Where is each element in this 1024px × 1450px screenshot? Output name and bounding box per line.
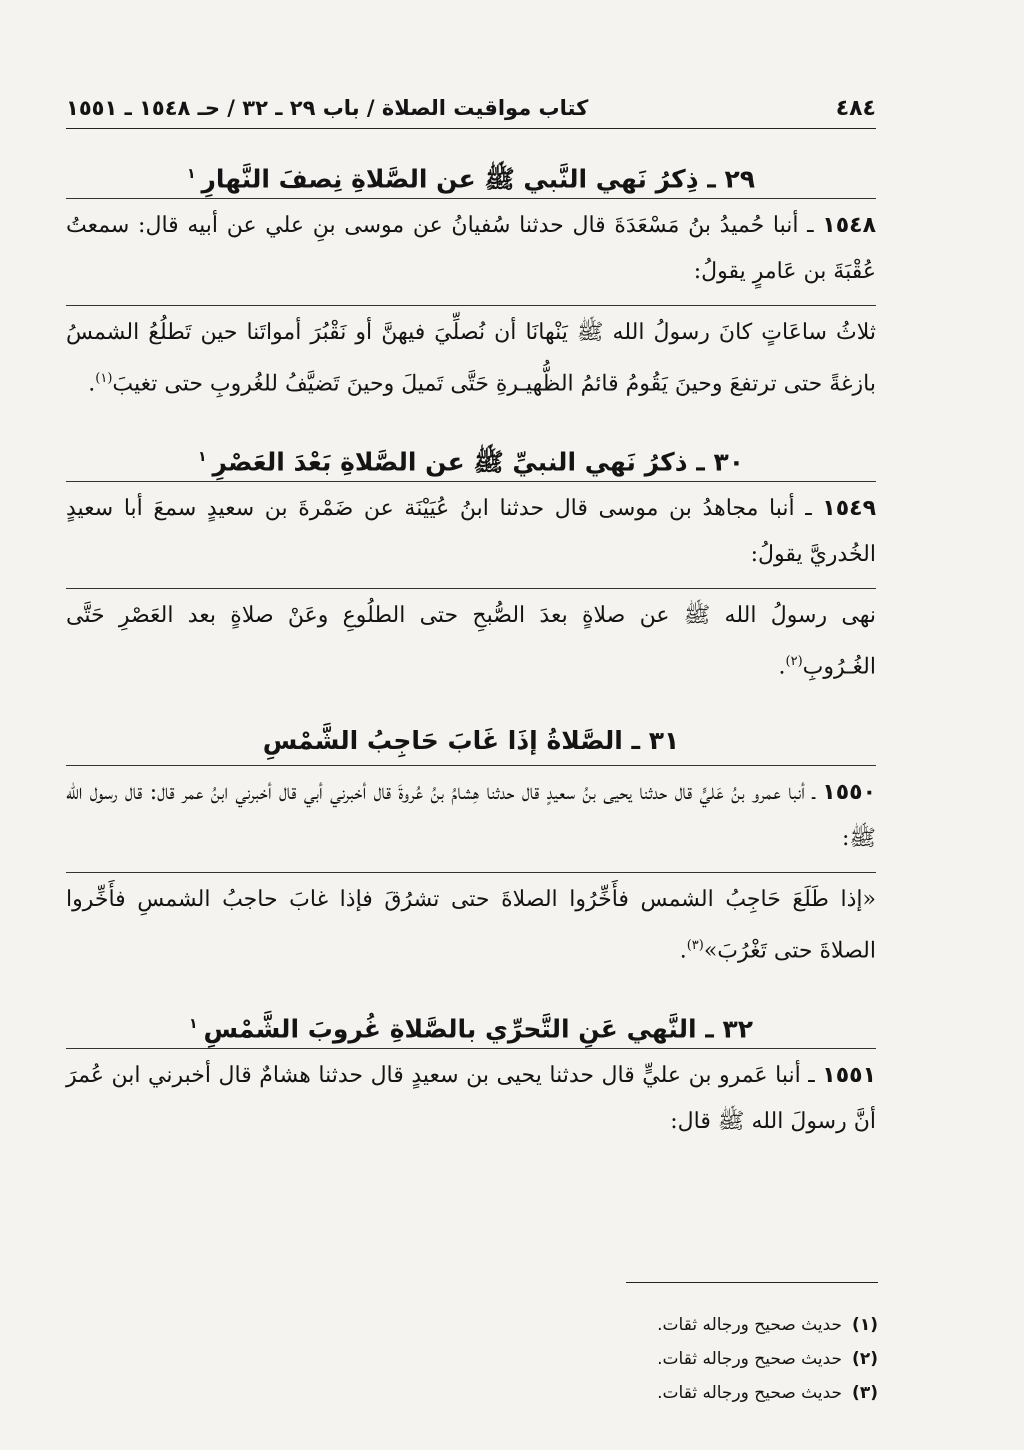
matn-text: نهى رسولُ الله ﷺ عن صلاةٍ بعدَ الصُّبحِ حتى الطلُوعِ وعَنْ صلاةٍ بعد العَصْرِ حَتَّى الغُـرُوبِ [66,603,876,680]
matn-ending: . [88,371,96,397]
footnote-mark: (٢) [852,1349,878,1369]
chapter-heading-mark: ١ [186,166,196,182]
footnote-mark: (٣) [852,1383,878,1403]
hadith-number: ١٥٥١ [822,1062,876,1088]
hadith-isnad [66,481,876,578]
matn-ending: . [679,937,687,963]
footnote-divider [626,1282,878,1283]
footnote-reference: (٢) [785,654,803,670]
hadith-matn [66,872,876,974]
hadith-isnad [66,198,876,295]
chapter-heading-mark: ١ [197,449,207,466]
page-body [66,150,876,1145]
footnotes [578,1308,878,1410]
running-title: كتاب مواقيت الصلاة / باب ٢٩ ـ ٣٢ / حـ ١٥٤٨ ـ ١٥٥١ [66,96,589,120]
footnote-item [578,1308,878,1342]
footnote-reference: (١) [95,371,113,386]
hadith-isnad [66,765,876,862]
hadith-number: ١٥٤٨ [822,213,876,238]
chapter-heading [66,433,876,481]
chapter-heading [66,1000,876,1048]
hadith-isnad [66,1048,876,1145]
footnote-item [578,1376,878,1410]
chapter-heading-text: ٣٢ ـ النَّهي عَنِ التَّحرِّي بالصَّلاةِ غُروبَ الشَّمْسِ [203,1014,754,1044]
chapter-heading [66,717,876,765]
footnote-text: حديث صحيح ورجاله ثقات. [657,1315,843,1335]
footnote-mark: (١) [852,1315,878,1335]
footnote-item [578,1342,878,1376]
chapter-heading-text: ٢٩ ـ ذِكرُ نَهي النَّبي ﷺ عن الصَّلاةِ نِصفَ النَّهارِ [201,164,756,194]
footnote-text: حديث صحيح ورجاله ثقات. [657,1349,843,1369]
hadith-matn [66,588,876,690]
chapter-heading-text: ٣١ ـ الصَّلاةُ إذَا غَابَ حَاجِبُ الشَّمْسِ [262,725,680,755]
hadith-matn [66,305,876,407]
chapter-heading [66,150,876,198]
matn-text: ثلاثُ ساعَاتٍ كانَ رسولُ الله ﷺ يَنْهانَا أن نُصلِّيَ فيهنَّ أو نَقْبُرَ أمواتَنا حين تَطلُعُ الشمسُ بازغةً حتى ترتفعَ وحينَ يَقُومُ قائمُ الظُّهيـرةِ حَتَّى تَميلَ وحينَ تَضيَّفُ للغُروبِ حتى تغيبَ [66,320,876,397]
isnad-text: ـ أنبا عمرو بنُ عَليٍّ قال حدثنا يحيى بنُ سعيدٍ قال حدثنا هِشامُ بنُ عُروةَ قال أخبرني أبي قال أخبرني ابنُ عمر قال: قال رسول الله ﷺ: [66,779,876,851]
chapter-heading-text: ٣٠ ـ ذكرُ نَهي النبيِّ ﷺ عن الصَّلاةِ بَعْدَ العَصْرِ [212,447,745,477]
hadith-number: ١٥٥٠ [822,779,876,805]
hadith-number: ١٥٤٩ [822,496,876,522]
isnad-text: ـ أنبا حُميدُ بنُ مَسْعَدَةَ قال حدثنا سُفيانُ عن موسى بنِ علي عن أبيه قال: سمعتُ عُقْبَةَ بن عَامرٍ يقولُ: [66,213,876,284]
matn-text: «إذا طَلَعَ حَاجِبُ الشمس فأَخِّرُوا الصلاةَ حتى تشرُقَ فإذا غابَ حاجبُ الشمسِ فأَخِّروا الصلاةَ حتى تَغْرُبَ» [66,886,876,963]
running-header [66,88,876,129]
matn-ending: . [778,654,786,680]
isnad-text: ـ أنبا مجاهدُ بن موسى قال حدثنا ابنُ عُيَيْنَة عن ضَمْرةَ بن سعيدٍ سمعَ أبا سعيدٍ الخُدريَّ يقولُ: [66,496,876,568]
chapter-heading-mark: ١ [188,1015,198,1032]
page-number: ٤٨٤ [835,95,876,121]
footnote-reference: (٣) [686,937,704,953]
isnad-text: ـ أنبا عَمرو بن عليٍّ قال حدثنا يحيى بن سعيدٍ قال حدثنا هشامٌ قال أخبرني ابن عُمرَ أنَّ رسولَ الله ﷺ قال: [66,1062,876,1134]
footnote-text: حديث صحيح ورجاله ثقات. [657,1383,843,1403]
